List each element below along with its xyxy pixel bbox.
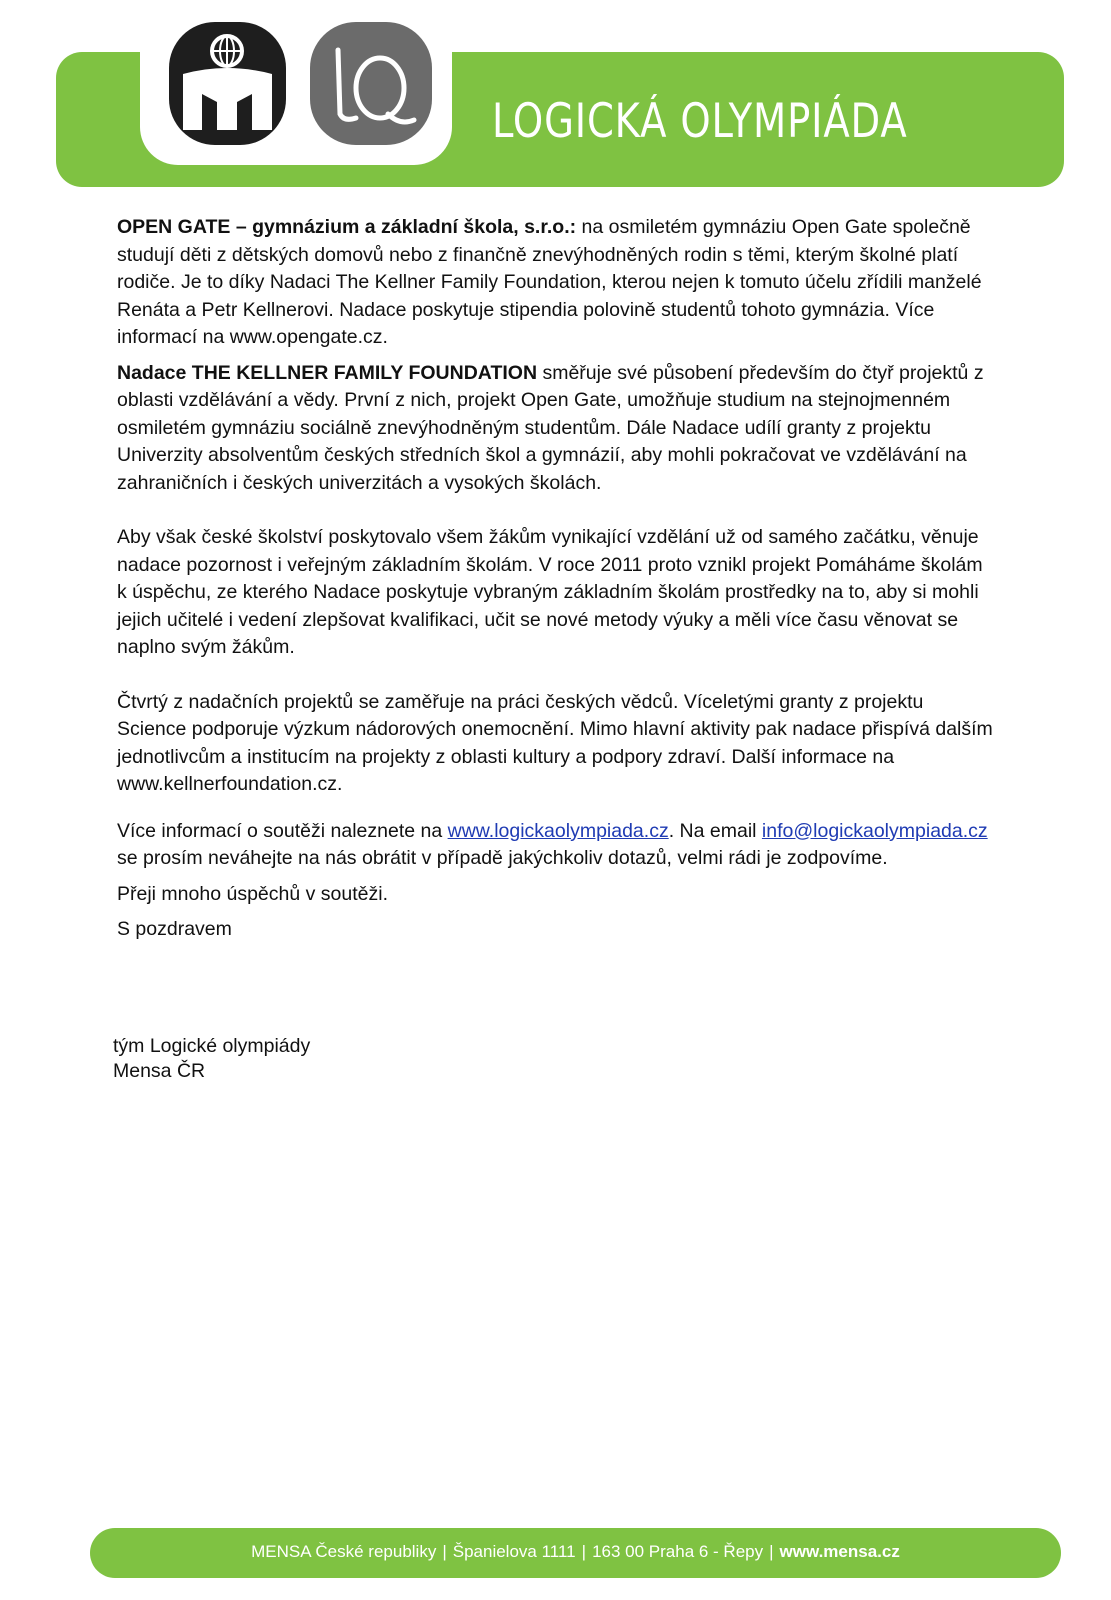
footer-separator: |: [581, 1542, 587, 1561]
paragraph-wishes: Přeji mnoho úspěchů v soutěži.: [117, 882, 388, 905]
paragraph-open-gate: [117, 214, 997, 352]
footer-street: Španielova 1111: [452, 1542, 576, 1561]
kellner-text: směřuje své působení především do čtyř projektů z oblasti vzdělávání a vědy. První z nich, projekt Open Gate, umožňuje studium na stejnojmenném osmiletém gymnáziu sociálně znevýhodněným studentům. Dále Nadace udílí granty z projektu Univerzity absolventům českých středních škol a gymnázií, aby mohli pokračovat ve vzdělávání na zahraničních i českých univerzitách a vysokých školách.: [117, 361, 984, 494]
open-gate-text: na osmiletém gymnáziu Open Gate společně studují děti z dětských domovů nebo z finančně znevýhodněných rodin s těmi, kterým školné platí rodiče. Je to díky Nadaci The Kellner Family Foundation, kterou nejen k tomuto účelu zřídili manželé Renáta a Petr Kellnerovi. Nadace poskytuje stipendia polovině studentů tohoto gymnázia. Více informací na www.opengate.cz.: [117, 216, 982, 348]
footer-address: [90, 1542, 1061, 1562]
paragraph-science: Čtvrtý z nadačních projektů se zaměřuje na práci českých vědců. Víceletými granty z projektu Science podporuje výzkum nádorových onemocnění. Mimo hlavní aktivity pak nadace přispívá dalším jednotlivcům a institucím na projekty z oblasti kultury a podpory zdraví. Další informace na www.kellnerfoundation.cz.: [117, 690, 993, 795]
footer-city: 163 00 Praha 6 - Řepy: [592, 1542, 764, 1561]
paragraph-schools: Aby však české školství poskytovalo všem žákům vynikající vzdělání už od samého začátku, věnuje nadace pozornost i veřejným základním školám. V roce 2011 proto vznikl projekt Pomáháme školám k úspěchu, ze kterého Nadace poskytuje vybraným základním školám prostředky na to, aby si mohli jejich učitelé i vedení zlepšovat kvalifikaci, učit se nové metody výuky a měli více času věnovat se naplno svým žákům.: [117, 526, 983, 658]
website-link[interactable]: www.logickaolympiada.cz: [447, 819, 669, 842]
footer-org: MENSA České republiky: [251, 1542, 437, 1561]
letter-body: [117, 214, 997, 952]
email-link[interactable]: info@logickaolympiada.cz: [761, 819, 988, 842]
signature-team: tým Logické olympiády: [113, 1035, 311, 1057]
open-gate-heading: OPEN GATE – gymnázium a základní škola, s.r.o.:: [117, 216, 577, 238]
footer-separator: |: [769, 1542, 774, 1561]
paragraph-contact: [117, 818, 997, 873]
contact-text-c: se prosím neváhejte na nás obrátit v případě jakýchkoliv dotazů, velmi rádi je zodpovíme.: [117, 847, 888, 869]
signature-org: Mensa ČR: [113, 1060, 206, 1082]
footer-separator: |: [442, 1542, 447, 1561]
mensa-logo: [169, 22, 286, 145]
paragraph-greeting: S pozdravem: [117, 918, 232, 940]
footer-band: [90, 1528, 1061, 1578]
logicka-olympiada-logo: [310, 22, 432, 145]
header-title: LOGICKÁ OLYMPIÁDA: [492, 94, 908, 149]
paragraph-kellner-foundation: [117, 360, 997, 498]
footer-website-link[interactable]: www.mensa.cz: [779, 1542, 900, 1561]
signature: [113, 1034, 310, 1084]
contact-text-b: . Na email: [668, 819, 762, 842]
kellner-heading: Nadace THE KELLNER FAMILY FOUNDATION: [117, 361, 538, 384]
contact-text-a: Více informací o soutěži naleznete na: [117, 819, 448, 842]
